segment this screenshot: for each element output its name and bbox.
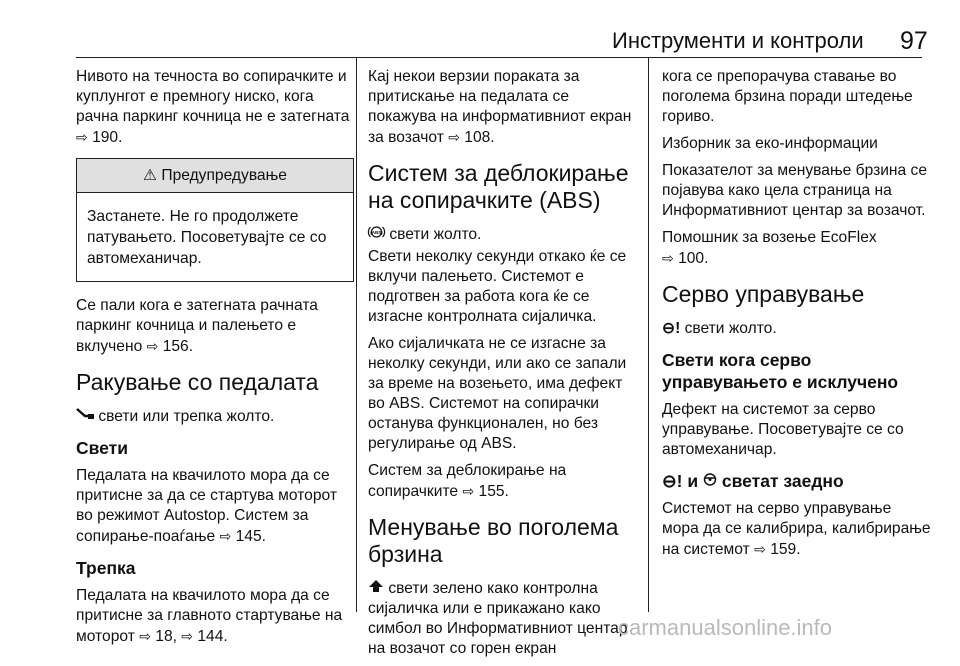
paragraph: свети или трепка жолто. <box>76 407 354 427</box>
paragraph: Показателот за менување брзина се појавува како цела страница на Информативниот центар за возачот. <box>662 162 928 219</box>
paragraph: Изборник за еко-информации <box>662 135 878 152</box>
paragraph: ⊖! свети жолто. <box>662 320 777 337</box>
section-heading: Серво управување <box>662 281 865 307</box>
warning-text: Застанете. Не го продолжете патувањето. Посоветувајте се со автомеханичар. <box>87 208 327 267</box>
section-heading: Ракување со педалата <box>76 369 319 395</box>
subheading: Свети <box>76 438 128 458</box>
column-divider <box>648 58 649 612</box>
paragraph: Системот на серво управување мора да се калибрира, калибрирање на системот ⇨ 159. <box>662 500 931 558</box>
clutch-pedal-icon <box>76 408 98 425</box>
column-divider <box>356 58 357 612</box>
subheading: Трепка <box>76 558 136 578</box>
warning-box <box>76 158 354 282</box>
section-heading: Систем за деблокирање на сопирачките (ABS) <box>368 160 629 213</box>
page-number: 97 <box>900 27 928 55</box>
paragraph: Нивото на течноста во сопирачките и куплунгот е премногу ниско, кога рачна паркинг кочница не е затегната ⇨ 190. <box>76 68 350 146</box>
subheading: Свети кога серво управувањето е исклучено <box>662 350 899 392</box>
abs-icon <box>368 226 389 243</box>
paragraph: Педалата на квачилото мора да се притисне за да се стартува моторот во режимот Autostop. Систем за сопирање-поаѓање ⇨ 145. <box>76 467 337 545</box>
section-heading: Менување во поголема брзина <box>368 514 619 567</box>
column-1 <box>76 67 354 654</box>
page-ref-icon: ⇨ <box>76 129 88 145</box>
steering-warning-icon: ⊖! <box>662 320 681 337</box>
column-2 <box>368 67 636 666</box>
page-header <box>0 0 960 60</box>
paragraph: Дефект на системот за серво управување. Посоветувајте се со автомеханичар. <box>662 401 904 458</box>
page-ref-icon: ⇨ <box>754 541 766 557</box>
warning-triangle-icon: ⚠ <box>143 167 158 184</box>
paragraph: Педалата на квачилото мора да се притисне за главното стартување на моторот ⇨ 18, ⇨ 144. <box>76 587 343 645</box>
paragraph: Помошник за возење EcoFlex ⇨ 100. <box>662 229 877 267</box>
svg-text:(ABS): (ABS) <box>370 230 383 235</box>
paragraph: кога се препорачува ставање во поголема брзина поради штедење гориво. <box>662 68 913 125</box>
paragraph: свети зелено како контролна сијаличка или е прикажано како симбол во Информативниот центар на возачот со горен екран <box>368 580 628 657</box>
page-ref-icon: ⇨ <box>219 528 232 544</box>
warning-title: Предупредување <box>161 167 287 184</box>
header-rule <box>76 57 922 58</box>
paragraph: Ако сијаличката не се изгасне за неколку секунди, или ако се запали за време на возењето, има дефект во ABS. Системот на сопирачки останува функционален, но без регулирање од ABS. <box>368 335 627 452</box>
column-3 <box>662 67 932 567</box>
steering-warning-icon: ⊖! <box>662 471 683 491</box>
page-ref-icon: ⇨ <box>146 338 159 354</box>
warning-header <box>77 159 353 193</box>
paragraph: Свети неколку секунди откако ќе се вклучи палењето. Системот е подготвен за работа кога ќе се изгасне контролната сијаличка. <box>368 248 627 325</box>
paragraph: (ABS) свети жолто. <box>368 225 636 245</box>
page-title: Инструменти и контроли <box>612 28 864 53</box>
paragraph: Се пали кога е затегната рачната паркинг кочница и палењето е вклучено ⇨ 156. <box>76 297 318 355</box>
paragraph: Систем за деблокирање на сопирачките ⇨ 155. <box>368 462 567 500</box>
page-ref-icon: ⇨ <box>139 628 151 644</box>
page-ref-icon: ⇨ <box>181 628 194 644</box>
page-ref-icon: ⇨ <box>462 483 475 499</box>
upshift-arrow-icon <box>368 580 388 597</box>
paragraph: Кај некои верзии пораката за притискање на педалата се покажува на информативниот екран за возачот ⇨ 108. <box>368 68 632 146</box>
steering-wheel-icon <box>703 471 722 491</box>
watermark: carmanualsonline.info <box>618 615 833 640</box>
page-ref-icon: ⇨ <box>448 129 460 145</box>
page-ref-icon: ⇨ <box>662 250 674 266</box>
subheading: ⊖! и светат заедно <box>662 471 844 491</box>
